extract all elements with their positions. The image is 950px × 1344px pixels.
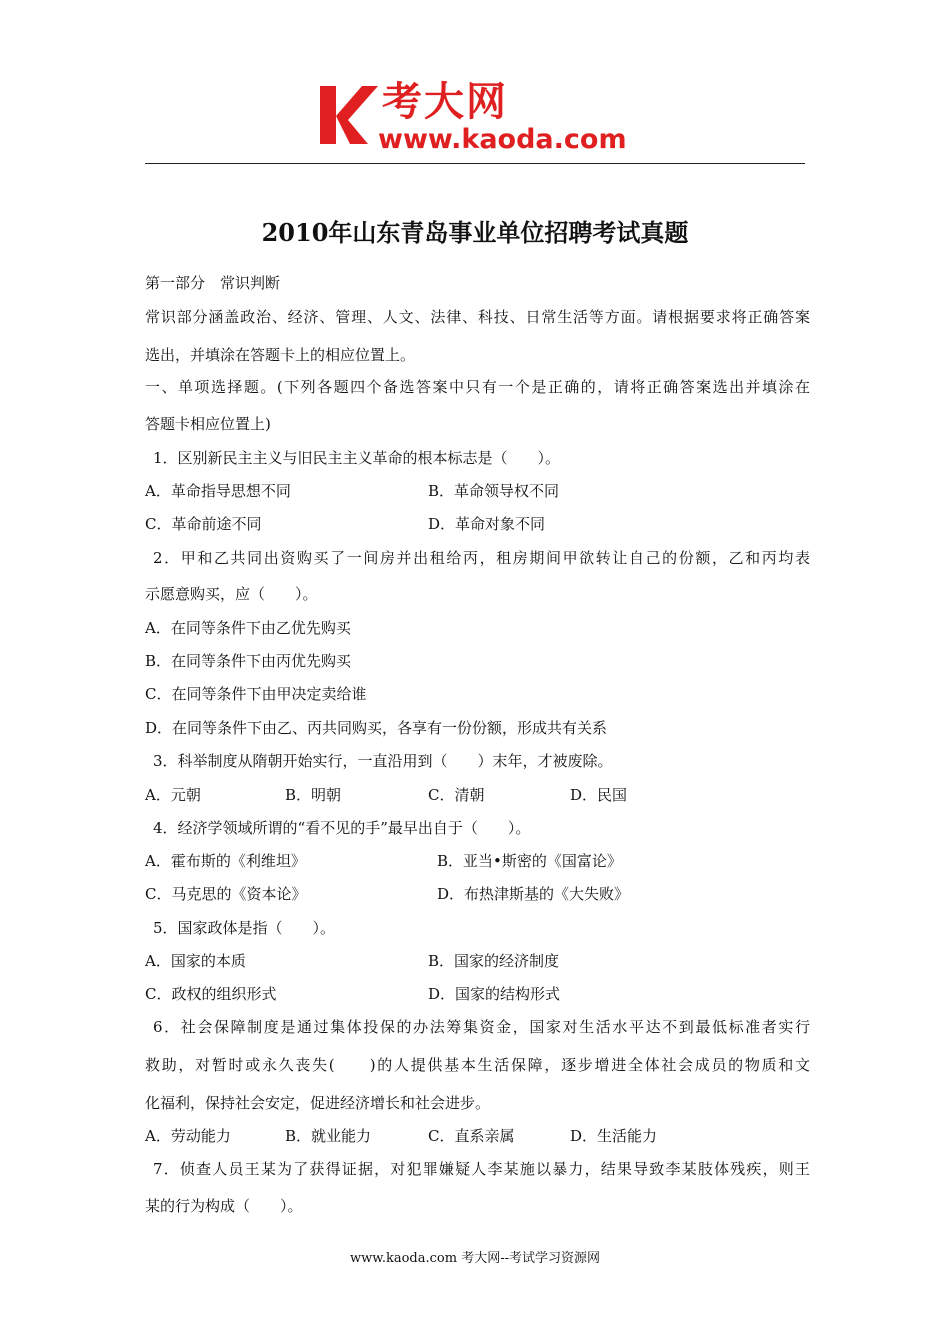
option: A．革命指导思想不同 [145,482,291,500]
intro-line: 选出，并填涂在答题卡上的相应位置上。 [145,346,416,364]
option: D．布热津斯基的《大失败》 [437,885,630,903]
question-stem: 示愿意购买，应（ ）。 [145,585,318,603]
intro-line: 常识部分涵盖政治、经济、管理、人文、法律、科技、日常生活等方面。请根据要求将正确答案 [145,308,810,326]
option: C．清朝 [428,786,485,804]
question-stem: 4．经济学领域所谓的“看不见的手”最早出自于（ ）。 [153,819,531,837]
option: A．劳动能力 [145,1127,231,1145]
option: B．在同等条件下由丙优先购买 [145,652,352,670]
option: D．生活能力 [570,1127,658,1145]
option: D．在同等条件下由乙、丙共同购买，各享有一份份额，形成共有关系 [145,719,608,737]
option: D．国家的结构形式 [428,985,561,1003]
option: C．直系亲属 [428,1127,515,1145]
question-stem: 5．国家政体是指（ ）。 [153,919,336,937]
option: A．霍布斯的《利维坦》 [145,852,306,870]
option: B．国家的经济制度 [428,952,560,970]
question-stem: 2．甲和乙共同出资购买了一间房并出租给丙，租房期间甲欲转让自己的份额，乙和丙均表 [153,549,810,567]
option: A．元朝 [145,786,201,804]
header-divider [145,163,805,164]
option: B．就业能力 [285,1127,372,1145]
question-stem: 7．侦查人员王某为了获得证据，对犯罪嫌疑人李某施以暴力，结果导致李某肢体残疾，则王 [153,1160,810,1178]
question-stem: 3．科举制度从隋朝开始实行，一直沿用到（ ）末年，才被废除。 [153,752,613,770]
option: C．马克思的《资本论》 [145,885,307,903]
question-stem: 1．区别新民主主义与旧民主主义革命的根本标志是（ ）。 [153,449,561,467]
option: C．在同等条件下由甲决定卖给谁 [145,685,367,703]
page-footer: www.kaoda.com 考大网--考试学习资源网 [350,1251,600,1266]
section-heading: 答题卡相应位置上) [145,415,271,433]
question-stem: 6．社会保障制度是通过集体投保的办法筹集资金，国家对生活水平达不到最低标准者实行 [153,1018,810,1036]
option: B．明朝 [285,786,342,804]
option: A．国家的本质 [145,952,246,970]
logo [318,79,648,158]
part-heading: 第一部分 常识判断 [145,274,281,292]
option: C．革命前途不同 [145,515,262,533]
option: A．在同等条件下由乙优先购买 [145,619,351,637]
question-stem: 化福利，保持社会安定，促进经济增长和社会进步。 [145,1094,491,1112]
page-title: 2010年山东青岛事业单位招聘考试真题 [261,218,689,247]
k-logo-icon [318,82,380,148]
option: B．亚当•斯密的《国富论》 [437,852,622,870]
section-heading: 一、单项选择题。(下列各题四个备选答案中只有一个是正确的，请将正确答案选出并填涂在 [145,378,810,396]
option: D．革命对象不同 [428,515,546,533]
option: B．革命领导权不同 [428,482,560,500]
brand-name: 考大网 [382,79,508,125]
brand-url: www.kaoda.com [378,124,627,155]
option: C．政权的组织形式 [145,985,277,1003]
question-stem: 救助，对暂时或永久丧失( )的人提供基本生活保障，逐步增进全体社会成员的物质和文 [145,1056,810,1074]
question-stem: 某的行为构成（ ）。 [145,1197,303,1215]
option: D．民国 [570,786,628,804]
